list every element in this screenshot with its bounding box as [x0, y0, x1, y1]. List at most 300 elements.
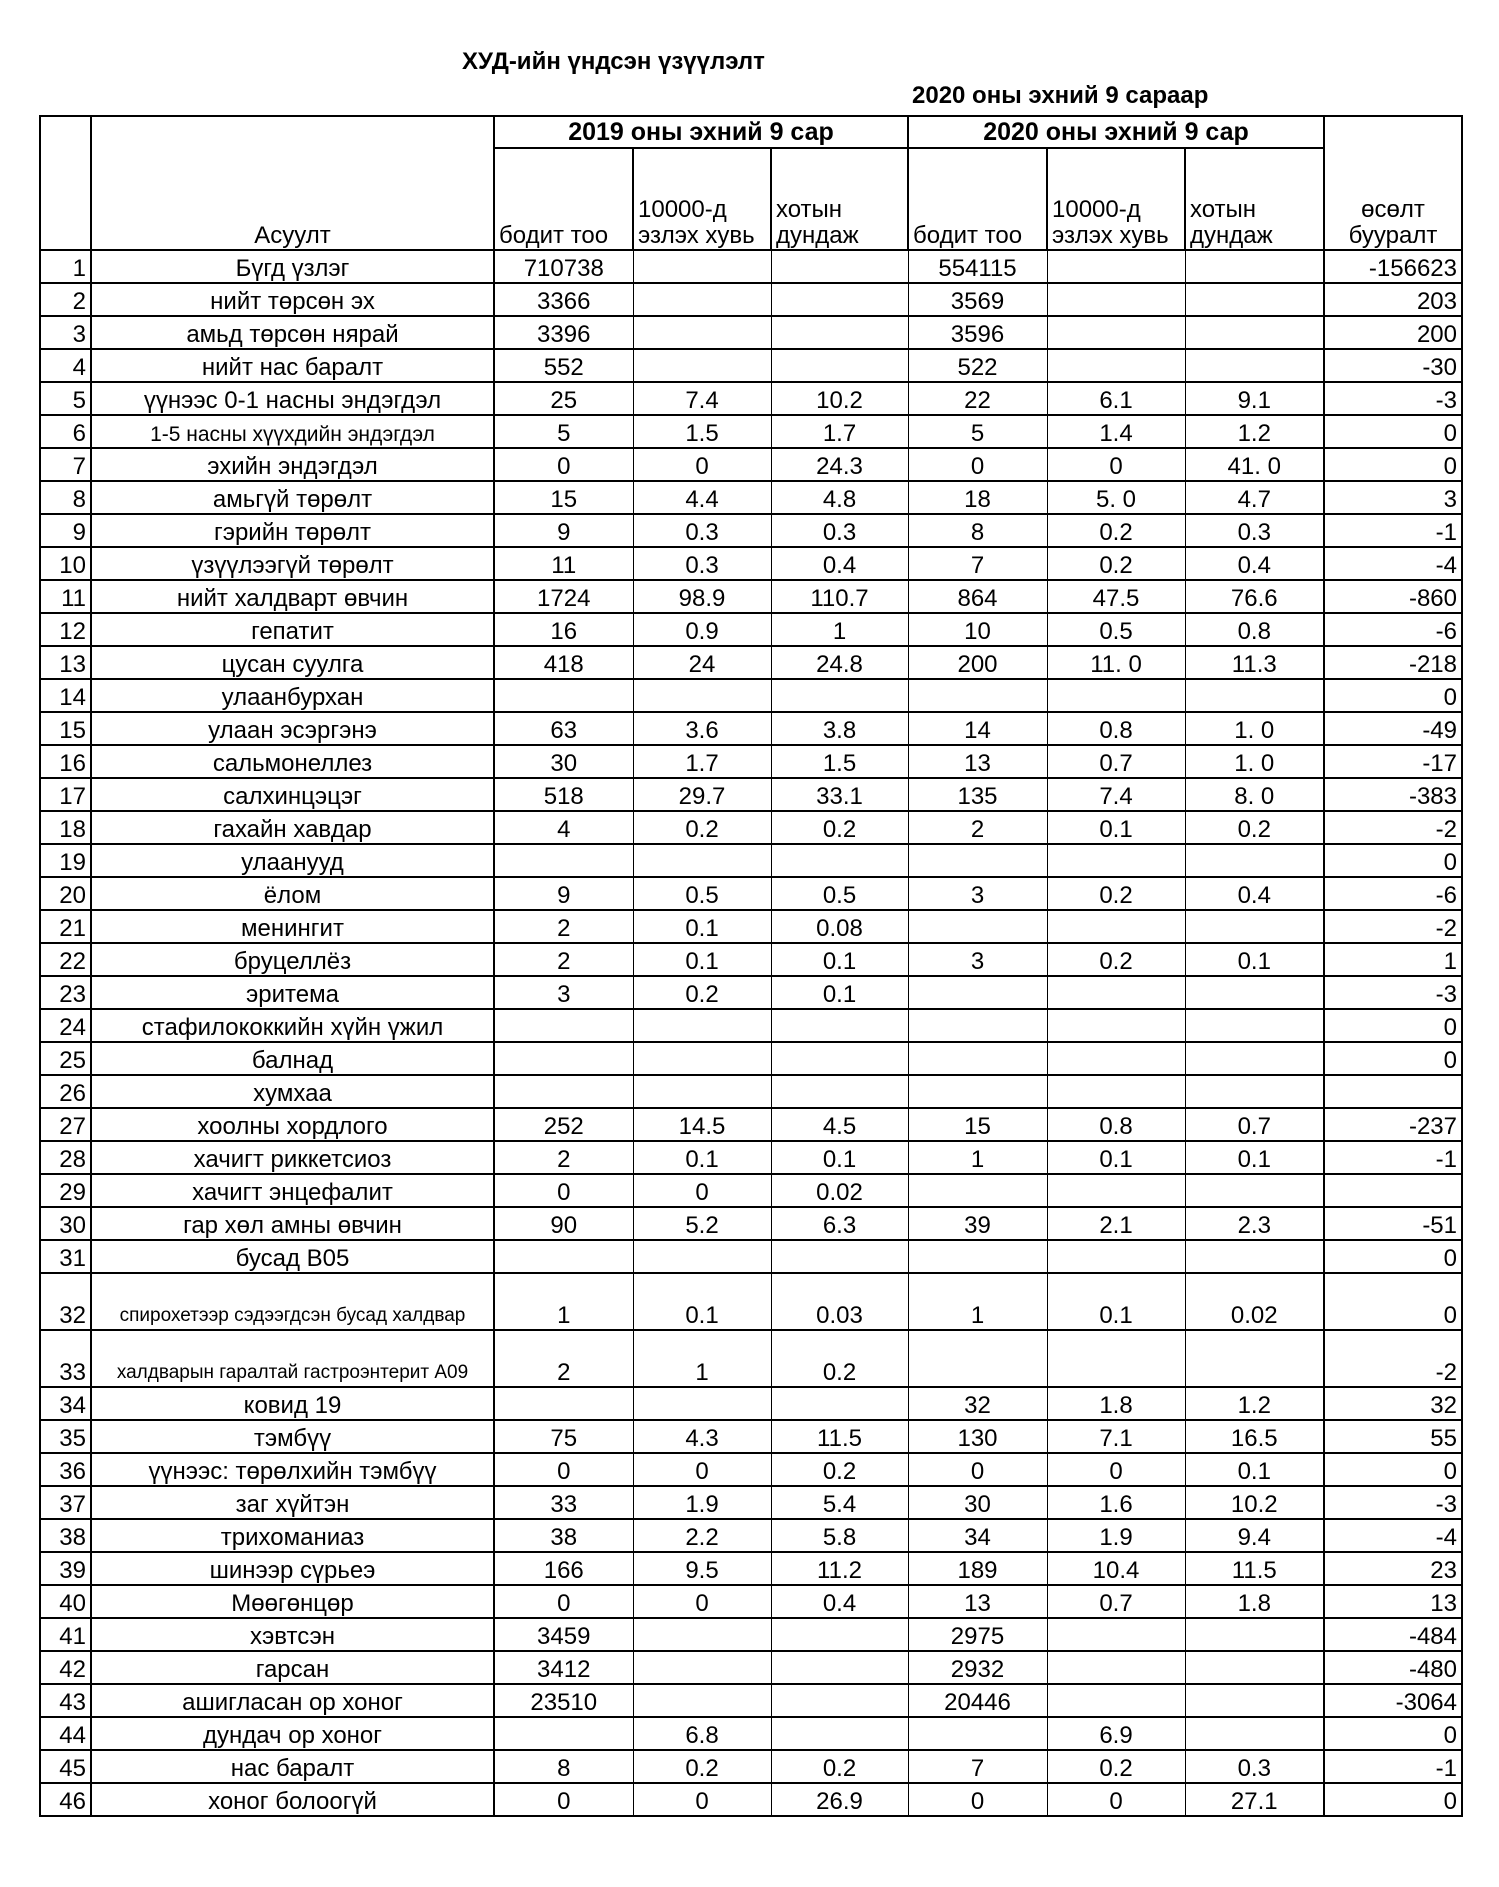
city-avg-2020-cell [1185, 844, 1324, 877]
actual-2020-cell [908, 1075, 1047, 1108]
actual-2020-cell: 200 [908, 646, 1047, 679]
row-number-cell: 12 [40, 613, 91, 646]
city-avg-2019-cell: 0.2 [771, 811, 908, 844]
change-cell: 0 [1324, 679, 1462, 712]
table-row [40, 1387, 1462, 1420]
change-cell: 0 [1324, 1273, 1462, 1330]
question-cell: хоног болоогүй [91, 1783, 494, 1816]
actual-2020-cell: 2975 [908, 1618, 1047, 1651]
city-avg-2020-cell: 4.7 [1185, 481, 1324, 514]
city-avg-2019-cell [771, 283, 908, 316]
per10000-2020-cell: 0 [1047, 1783, 1185, 1816]
header-group-2020: 2020 оны эхний 9 сар [908, 116, 1324, 148]
change-cell: -860 [1324, 580, 1462, 613]
actual-2020-cell: 8 [908, 514, 1047, 547]
row-number-cell: 33 [40, 1330, 91, 1387]
actual-2019-cell: 0 [494, 448, 633, 481]
change-cell: -3 [1324, 1486, 1462, 1519]
row-number-cell: 11 [40, 580, 91, 613]
table-row [40, 1075, 1462, 1108]
city-avg-2020-cell: 1. 0 [1185, 745, 1324, 778]
city-avg-2019-cell: 0.4 [771, 1585, 908, 1618]
row-number-cell: 17 [40, 778, 91, 811]
per10000-2019-cell: 0.3 [633, 514, 771, 547]
table-row [40, 1486, 1462, 1519]
per10000-2020-cell: 1.8 [1047, 1387, 1185, 1420]
question-cell: гарсан [91, 1651, 494, 1684]
per10000-2020-cell: 0.2 [1047, 943, 1185, 976]
city-avg-2020-cell: 0.3 [1185, 1750, 1324, 1783]
question-cell: улаанбурхан [91, 679, 494, 712]
row-number-cell: 19 [40, 844, 91, 877]
per10000-2020-cell [1047, 976, 1185, 1009]
city-avg-2019-cell: 5.4 [771, 1486, 908, 1519]
per10000-2020-cell [1047, 1042, 1185, 1075]
per10000-2020-cell: 11. 0 [1047, 646, 1185, 679]
actual-2019-cell: 2 [494, 943, 633, 976]
change-cell: -2 [1324, 910, 1462, 943]
row-number-cell: 44 [40, 1717, 91, 1750]
actual-2020-cell: 0 [908, 1453, 1047, 1486]
per10000-2019-cell: 14.5 [633, 1108, 771, 1141]
actual-2020-cell [908, 679, 1047, 712]
per10000-2019-cell [633, 1684, 771, 1717]
change-cell: -480 [1324, 1651, 1462, 1684]
actual-2019-cell: 0 [494, 1783, 633, 1816]
row-number-cell: 40 [40, 1585, 91, 1618]
actual-2019-cell: 2 [494, 1141, 633, 1174]
change-cell: -6 [1324, 613, 1462, 646]
row-number-cell: 46 [40, 1783, 91, 1816]
city-avg-2019-cell: 33.1 [771, 778, 908, 811]
question-cell: сальмонеллез [91, 745, 494, 778]
city-avg-2019-cell: 0.3 [771, 514, 908, 547]
actual-2019-cell [494, 1387, 633, 1420]
actual-2019-cell: 38 [494, 1519, 633, 1552]
city-avg-2019-cell: 4.8 [771, 481, 908, 514]
per10000-2019-cell [633, 1009, 771, 1042]
change-cell: -51 [1324, 1207, 1462, 1240]
change-cell: 3 [1324, 481, 1462, 514]
city-avg-2019-cell: 24.3 [771, 448, 908, 481]
question-cell: нас баралт [91, 1750, 494, 1783]
table-row [40, 1585, 1462, 1618]
change-cell: 0 [1324, 844, 1462, 877]
city-avg-2020-cell: 1.2 [1185, 415, 1324, 448]
header-city-avg-2019: хотын дундаж [771, 148, 908, 250]
table-row [40, 745, 1462, 778]
city-avg-2020-cell: 2.3 [1185, 1207, 1324, 1240]
city-avg-2020-cell [1185, 1075, 1324, 1108]
actual-2020-cell: 39 [908, 1207, 1047, 1240]
change-cell: -484 [1324, 1618, 1462, 1651]
actual-2019-cell: 3 [494, 976, 633, 1009]
table-row [40, 1684, 1462, 1717]
actual-2020-cell: 20446 [908, 1684, 1047, 1717]
actual-2020-cell: 135 [908, 778, 1047, 811]
indicator-table [39, 115, 1463, 1817]
per10000-2019-cell: 1.5 [633, 415, 771, 448]
per10000-2020-cell: 6.1 [1047, 382, 1185, 415]
header-per10000-2019: 10000-д эзлэх хувь [633, 148, 771, 250]
table-row [40, 1651, 1462, 1684]
city-avg-2019-cell: 0.1 [771, 943, 908, 976]
row-number-cell: 34 [40, 1387, 91, 1420]
change-cell: -49 [1324, 712, 1462, 745]
change-cell: -218 [1324, 646, 1462, 679]
question-cell: ковид 19 [91, 1387, 494, 1420]
city-avg-2019-cell: 0.1 [771, 1141, 908, 1174]
question-cell: бруцеллёз [91, 943, 494, 976]
actual-2019-cell: 1724 [494, 580, 633, 613]
per10000-2019-cell [633, 349, 771, 382]
city-avg-2020-cell [1185, 910, 1324, 943]
row-number-cell: 1 [40, 250, 91, 283]
city-avg-2020-cell: 76.6 [1185, 580, 1324, 613]
per10000-2019-cell: 3.6 [633, 712, 771, 745]
question-cell: трихоманиаз [91, 1519, 494, 1552]
actual-2019-cell: 9 [494, 514, 633, 547]
actual-2019-cell: 3412 [494, 1651, 633, 1684]
actual-2020-cell: 189 [908, 1552, 1047, 1585]
row-number-cell: 30 [40, 1207, 91, 1240]
actual-2020-cell: 0 [908, 448, 1047, 481]
actual-2019-cell: 3366 [494, 283, 633, 316]
actual-2019-cell [494, 1240, 633, 1273]
row-number-cell: 25 [40, 1042, 91, 1075]
actual-2019-cell: 1 [494, 1273, 633, 1330]
city-avg-2020-cell: 0.1 [1185, 1141, 1324, 1174]
table-row [40, 1141, 1462, 1174]
change-cell: -4 [1324, 1519, 1462, 1552]
city-avg-2019-cell: 4.5 [771, 1108, 908, 1141]
city-avg-2019-cell: 0.02 [771, 1174, 908, 1207]
actual-2019-cell: 2 [494, 1330, 633, 1387]
question-cell: үүнээс 0-1 насны эндэгдэл [91, 382, 494, 415]
per10000-2019-cell: 0.1 [633, 943, 771, 976]
city-avg-2020-cell: 0.3 [1185, 514, 1324, 547]
actual-2020-cell: 2 [908, 811, 1047, 844]
question-cell: ёлом [91, 877, 494, 910]
city-avg-2019-cell [771, 679, 908, 712]
row-number-cell: 18 [40, 811, 91, 844]
per10000-2020-cell: 5. 0 [1047, 481, 1185, 514]
actual-2019-cell: 11 [494, 547, 633, 580]
city-avg-2020-cell: 9.1 [1185, 382, 1324, 415]
per10000-2019-cell: 7.4 [633, 382, 771, 415]
city-avg-2019-cell: 6.3 [771, 1207, 908, 1240]
per10000-2019-cell: 0.1 [633, 910, 771, 943]
per10000-2019-cell: 29.7 [633, 778, 771, 811]
change-cell: -17 [1324, 745, 1462, 778]
actual-2019-cell: 15 [494, 481, 633, 514]
header-question: Асуулт [91, 116, 494, 250]
city-avg-2019-cell: 24.8 [771, 646, 908, 679]
header-change: өсөлт бууралт [1324, 116, 1462, 250]
per10000-2020-cell: 0.8 [1047, 712, 1185, 745]
change-cell: -1 [1324, 1750, 1462, 1783]
city-avg-2019-cell [771, 316, 908, 349]
question-cell: хэвтсэн [91, 1618, 494, 1651]
change-cell: -2 [1324, 811, 1462, 844]
actual-2020-cell: 522 [908, 349, 1047, 382]
row-number-cell: 4 [40, 349, 91, 382]
city-avg-2019-cell: 3.8 [771, 712, 908, 745]
actual-2019-cell: 4 [494, 811, 633, 844]
per10000-2020-cell: 0 [1047, 448, 1185, 481]
row-number-cell: 38 [40, 1519, 91, 1552]
change-cell: 0 [1324, 1042, 1462, 1075]
actual-2019-cell: 75 [494, 1420, 633, 1453]
actual-2019-cell: 23510 [494, 1684, 633, 1717]
actual-2019-cell: 30 [494, 745, 633, 778]
per10000-2020-cell: 7.4 [1047, 778, 1185, 811]
actual-2020-cell [908, 1174, 1047, 1207]
per10000-2020-cell [1047, 679, 1185, 712]
change-cell: -3064 [1324, 1684, 1462, 1717]
table-row [40, 778, 1462, 811]
change-cell: -1 [1324, 514, 1462, 547]
city-avg-2019-cell [771, 250, 908, 283]
actual-2019-cell [494, 1009, 633, 1042]
row-number-cell: 36 [40, 1453, 91, 1486]
row-number-cell: 26 [40, 1075, 91, 1108]
actual-2019-cell: 252 [494, 1108, 633, 1141]
change-cell [1324, 1174, 1462, 1207]
city-avg-2019-cell [771, 1240, 908, 1273]
city-avg-2020-cell [1185, 1618, 1324, 1651]
row-number-cell: 8 [40, 481, 91, 514]
per10000-2019-cell: 24 [633, 646, 771, 679]
actual-2020-cell: 5 [908, 415, 1047, 448]
question-cell: эхийн эндэгдэл [91, 448, 494, 481]
question-cell: улаан эсэргэнэ [91, 712, 494, 745]
city-avg-2020-cell: 11.3 [1185, 646, 1324, 679]
per10000-2019-cell: 0.2 [633, 811, 771, 844]
actual-2019-cell: 166 [494, 1552, 633, 1585]
row-number-cell: 21 [40, 910, 91, 943]
table-row [40, 415, 1462, 448]
city-avg-2019-cell [771, 1651, 908, 1684]
row-number-cell: 16 [40, 745, 91, 778]
city-avg-2019-cell [771, 844, 908, 877]
actual-2020-cell: 2932 [908, 1651, 1047, 1684]
change-cell: -237 [1324, 1108, 1462, 1141]
per10000-2020-cell [1047, 1009, 1185, 1042]
city-avg-2019-cell: 0.2 [771, 1750, 908, 1783]
per10000-2019-cell: 1 [633, 1330, 771, 1387]
table-row [40, 1552, 1462, 1585]
actual-2019-cell: 5 [494, 415, 633, 448]
change-cell: 0 [1324, 1717, 1462, 1750]
table-row [40, 1330, 1462, 1387]
per10000-2019-cell: 2.2 [633, 1519, 771, 1552]
actual-2020-cell [908, 1330, 1047, 1387]
question-cell: Мөөгөнцөр [91, 1585, 494, 1618]
per10000-2019-cell: 0.2 [633, 1750, 771, 1783]
question-cell: хачигт риккетсиоз [91, 1141, 494, 1174]
actual-2020-cell: 3596 [908, 316, 1047, 349]
row-number-cell: 23 [40, 976, 91, 1009]
city-avg-2020-cell [1185, 250, 1324, 283]
table-row [40, 976, 1462, 1009]
per10000-2019-cell: 0.9 [633, 613, 771, 646]
table-row [40, 1009, 1462, 1042]
per10000-2020-cell: 0.2 [1047, 514, 1185, 547]
per10000-2019-cell: 5.2 [633, 1207, 771, 1240]
per10000-2020-cell: 0.7 [1047, 1585, 1185, 1618]
row-number-cell: 10 [40, 547, 91, 580]
header-city-avg-2020: хотын дундаж [1185, 148, 1324, 250]
table-row [40, 1519, 1462, 1552]
change-cell: 0 [1324, 1240, 1462, 1273]
row-number-cell: 14 [40, 679, 91, 712]
question-cell: амьгүй төрөлт [91, 481, 494, 514]
actual-2020-cell: 22 [908, 382, 1047, 415]
row-number-cell: 31 [40, 1240, 91, 1273]
city-avg-2019-cell: 1.5 [771, 745, 908, 778]
city-avg-2019-cell: 11.2 [771, 1552, 908, 1585]
change-cell: 0 [1324, 448, 1462, 481]
question-cell: гепатит [91, 613, 494, 646]
table-row [40, 448, 1462, 481]
change-cell: 13 [1324, 1585, 1462, 1618]
question-cell: спирохетээр сэдээгдсэн бусад халдвар [91, 1273, 494, 1330]
row-number-cell: 39 [40, 1552, 91, 1585]
per10000-2019-cell: 0.3 [633, 547, 771, 580]
change-cell: -1 [1324, 1141, 1462, 1174]
city-avg-2019-cell: 11.5 [771, 1420, 908, 1453]
question-cell: нийт төрсөн эх [91, 283, 494, 316]
per10000-2020-cell: 1.6 [1047, 1486, 1185, 1519]
per10000-2019-cell [633, 283, 771, 316]
city-avg-2020-cell: 27.1 [1185, 1783, 1324, 1816]
change-cell: 23 [1324, 1552, 1462, 1585]
table-row [40, 943, 1462, 976]
row-number-cell: 22 [40, 943, 91, 976]
actual-2020-cell: 864 [908, 580, 1047, 613]
per10000-2020-cell [1047, 283, 1185, 316]
city-avg-2020-cell [1185, 349, 1324, 382]
per10000-2019-cell [633, 1240, 771, 1273]
per10000-2020-cell [1047, 1240, 1185, 1273]
question-cell: 1-5 насны хүүхдийн эндэгдэл [91, 415, 494, 448]
change-cell: -30 [1324, 349, 1462, 382]
table-row [40, 877, 1462, 910]
actual-2019-cell: 0 [494, 1174, 633, 1207]
table-row [40, 910, 1462, 943]
per10000-2019-cell [633, 1618, 771, 1651]
row-number-cell: 15 [40, 712, 91, 745]
per10000-2020-cell [1047, 1651, 1185, 1684]
change-cell: 0 [1324, 1009, 1462, 1042]
per10000-2019-cell: 1.9 [633, 1486, 771, 1519]
change-cell: 200 [1324, 316, 1462, 349]
change-cell: 0 [1324, 415, 1462, 448]
city-avg-2019-cell [771, 1042, 908, 1075]
row-number-cell: 3 [40, 316, 91, 349]
header-actual-2020: бодит тоо [908, 148, 1047, 250]
question-cell: эритема [91, 976, 494, 1009]
table-row [40, 1783, 1462, 1816]
city-avg-2019-cell: 0.5 [771, 877, 908, 910]
per10000-2020-cell [1047, 1684, 1185, 1717]
per10000-2019-cell [633, 679, 771, 712]
per10000-2019-cell: 0.1 [633, 1273, 771, 1330]
table-row [40, 1453, 1462, 1486]
actual-2020-cell [908, 1240, 1047, 1273]
city-avg-2020-cell: 0.1 [1185, 943, 1324, 976]
per10000-2020-cell: 0.1 [1047, 1141, 1185, 1174]
actual-2019-cell: 3459 [494, 1618, 633, 1651]
question-cell: менингит [91, 910, 494, 943]
per10000-2020-cell [1047, 316, 1185, 349]
row-number-cell: 27 [40, 1108, 91, 1141]
city-avg-2019-cell: 10.2 [771, 382, 908, 415]
actual-2020-cell [908, 976, 1047, 1009]
city-avg-2019-cell: 0.2 [771, 1453, 908, 1486]
per10000-2020-cell: 7.1 [1047, 1420, 1185, 1453]
table-row [40, 283, 1462, 316]
actual-2020-cell: 1 [908, 1273, 1047, 1330]
city-avg-2020-cell [1185, 976, 1324, 1009]
actual-2020-cell [908, 1042, 1047, 1075]
per10000-2019-cell [633, 1042, 771, 1075]
city-avg-2019-cell [771, 1075, 908, 1108]
actual-2020-cell: 34 [908, 1519, 1047, 1552]
question-cell: стафилококкийн хүйн үжил [91, 1009, 494, 1042]
actual-2020-cell [908, 910, 1047, 943]
city-avg-2020-cell: 0.4 [1185, 547, 1324, 580]
city-avg-2020-cell: 9.4 [1185, 1519, 1324, 1552]
table-row [40, 580, 1462, 613]
city-avg-2020-cell [1185, 1042, 1324, 1075]
actual-2020-cell: 3569 [908, 283, 1047, 316]
actual-2019-cell: 90 [494, 1207, 633, 1240]
per10000-2020-cell: 10.4 [1047, 1552, 1185, 1585]
per10000-2020-cell: 0.2 [1047, 877, 1185, 910]
actual-2020-cell: 130 [908, 1420, 1047, 1453]
per10000-2020-cell [1047, 250, 1185, 283]
header-number [40, 116, 91, 250]
change-cell: 203 [1324, 283, 1462, 316]
city-avg-2020-cell: 1. 0 [1185, 712, 1324, 745]
actual-2019-cell [494, 679, 633, 712]
change-cell [1324, 1075, 1462, 1108]
per10000-2020-cell [1047, 844, 1185, 877]
row-number-cell: 9 [40, 514, 91, 547]
per10000-2019-cell [633, 1387, 771, 1420]
change-cell: 1 [1324, 943, 1462, 976]
table-row [40, 646, 1462, 679]
row-number-cell: 35 [40, 1420, 91, 1453]
table-row [40, 250, 1462, 283]
question-cell: балнад [91, 1042, 494, 1075]
city-avg-2020-cell [1185, 1684, 1324, 1717]
actual-2019-cell: 2 [494, 910, 633, 943]
table-row [40, 349, 1462, 382]
city-avg-2020-cell: 1.2 [1185, 1387, 1324, 1420]
row-number-cell: 32 [40, 1273, 91, 1330]
change-cell: 55 [1324, 1420, 1462, 1453]
actual-2020-cell: 13 [908, 745, 1047, 778]
city-avg-2019-cell: 0.08 [771, 910, 908, 943]
per10000-2020-cell: 0.2 [1047, 1750, 1185, 1783]
per10000-2020-cell: 0 [1047, 1453, 1185, 1486]
question-cell: хачигт энцефалит [91, 1174, 494, 1207]
actual-2019-cell: 0 [494, 1585, 633, 1618]
per10000-2020-cell: 6.9 [1047, 1717, 1185, 1750]
